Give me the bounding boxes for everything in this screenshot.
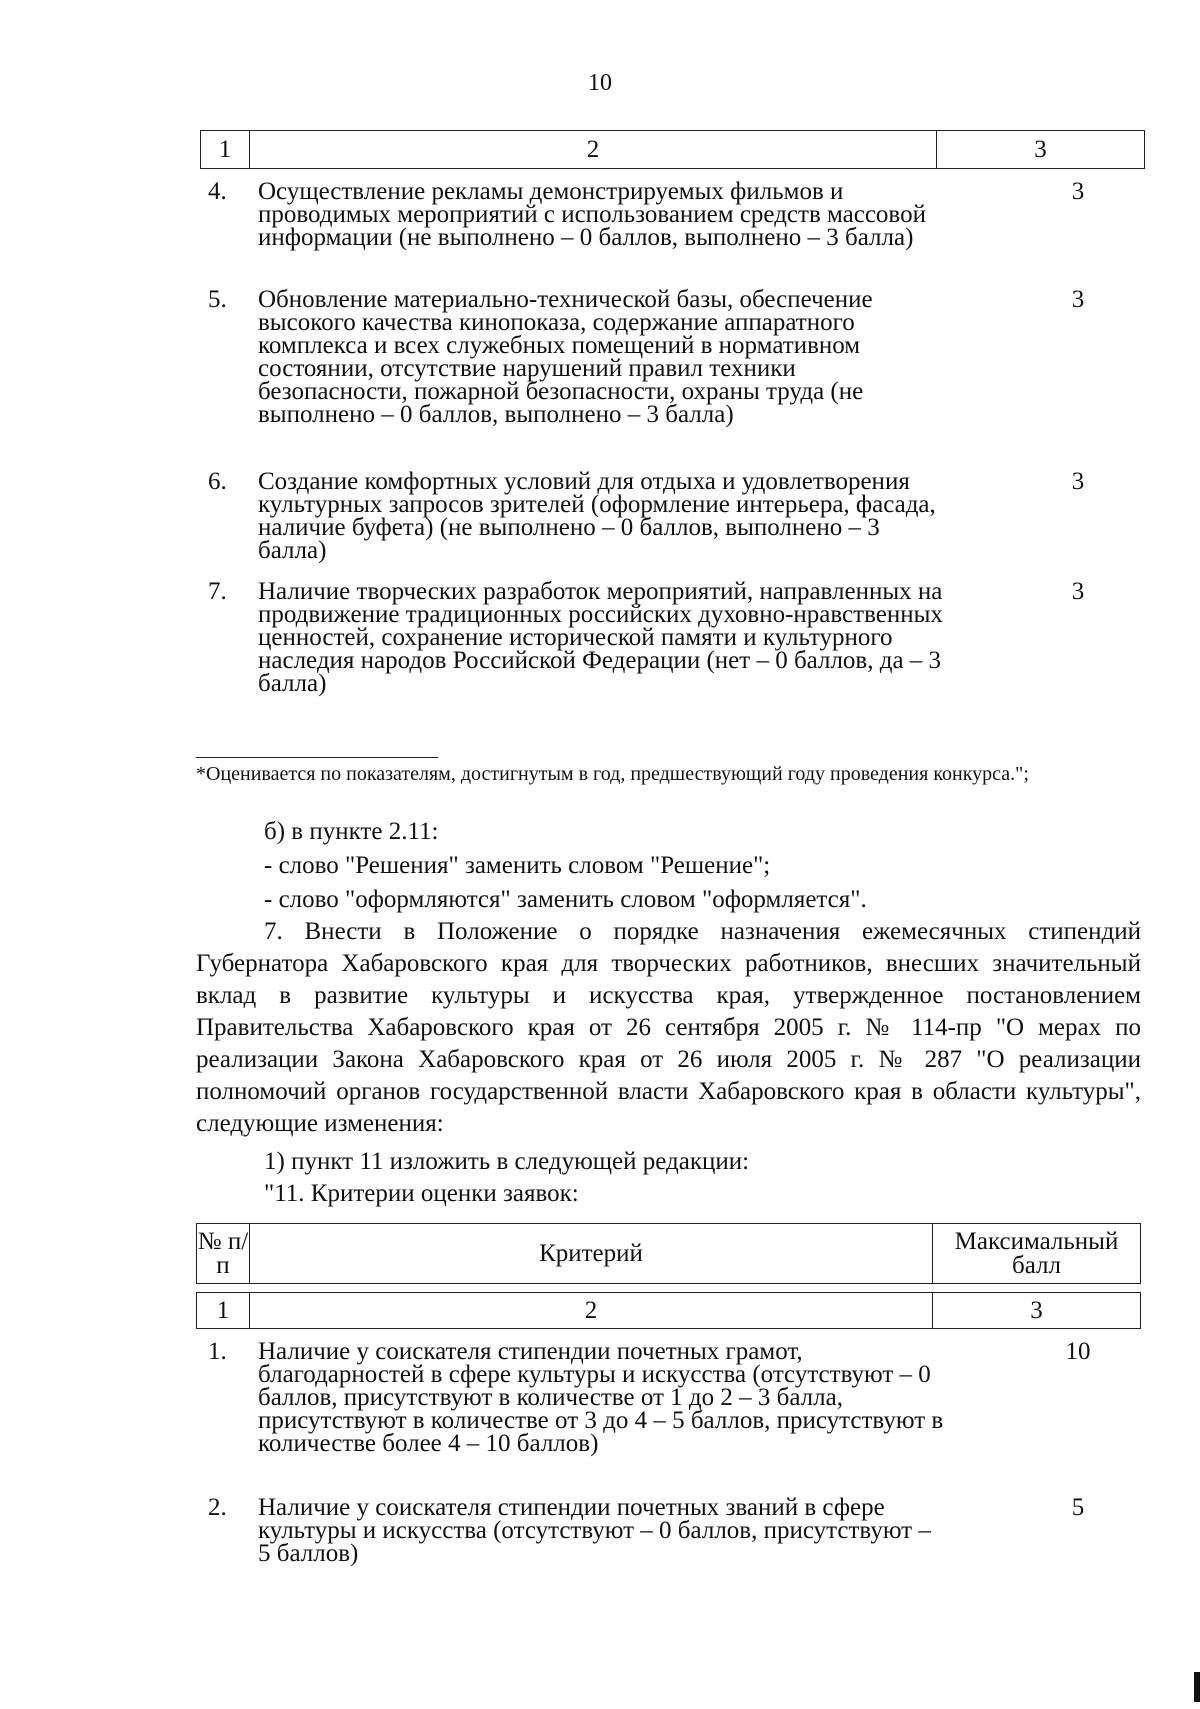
row-criterion-text: Осуществление рекламы демонстрируемых фильмов и проводимых мероприятий с использованием средств массовой информации (не выполнено – 0 баллов, выполнено – 3 балла) — [258, 178, 926, 251]
table2-row — [208, 1496, 1148, 1566]
table2-head-max: Максимальный балл — [933, 1224, 1141, 1284]
paragraph: - слово "оформляются" заменить словом "оформляется". — [264, 886, 867, 913]
table1-row — [208, 580, 1148, 720]
scan-edge-mark — [1194, 1672, 1200, 1702]
row-number: 6. — [208, 468, 227, 495]
row-score: 3 — [1071, 286, 1085, 313]
table2-head — [196, 1223, 1141, 1284]
table1-header-row — [200, 130, 1145, 169]
paragraph: 1) пункт 11 изложить в следующей редакции: — [264, 1148, 750, 1175]
table1-row — [208, 288, 1148, 448]
row-score: 3 — [1071, 578, 1085, 605]
paragraph: "11. Критерии оценки заявок: — [264, 1180, 579, 1207]
page-number: 10 — [588, 70, 612, 96]
row-criterion-text: Наличие творческих разработок мероприятий, направленных на продвижение традиционных российских духовно-нравственных ценностей, сохранение исторической памяти и культурного наследия народов Российской Федерации (нет – 0 баллов, да – 3 балла) — [258, 578, 943, 697]
paragraph-amendment: 7. Внести в Положение о порядке назначения ежемесячных стипендий Губернатора Хабаровского края для творческих работников, внесших значительный вклад в развитие культуры и искусства края, утвержденное постановлением Правительства Хабаровского края от 26 сентября 2005 г. № 114-пр "О мерах по реализации Закона Хабаровского края от 26 июля 2005 г. № 287 "О реализации полномочий органов государственной власти Хабаровского края в области культуры", следующие изменения: — [196, 918, 1141, 1137]
row-number: 7. — [208, 578, 227, 605]
table2-header-col1: 1 — [197, 1293, 250, 1329]
row-number: 1. — [208, 1338, 227, 1365]
table2-header-row — [196, 1292, 1141, 1329]
table1-header-col3: 3 — [937, 131, 1145, 169]
table1-header-col2: 2 — [250, 131, 937, 169]
row-criterion-text: Создание комфортных условий для отдыха и удовлетворения культурных запросов зрителей (оформление интерьера, фасада, наличие буфета) (не выполнено – 0 баллов, выполнено – 3 балла) — [258, 468, 936, 564]
footnote: *Оценивается по показателям, достигнутым в год, предшествующий году проведения конкурса."; — [196, 763, 1029, 785]
paragraph: б) в пункте 2.11: — [264, 818, 439, 845]
row-number: 4. — [208, 178, 227, 205]
row-criterion-text: Наличие у соискателя стипендии почетных званий в сфере культуры и искусства (отсутствуют – 0 баллов, присутствуют – 5 баллов) — [258, 1494, 931, 1567]
table2-head-criterion: Критерий — [250, 1224, 933, 1284]
row-score: 5 — [1071, 1494, 1085, 1521]
row-number: 5. — [208, 286, 227, 313]
table1-header-col1: 1 — [201, 131, 250, 169]
table2-head-num: № п/п — [197, 1224, 250, 1284]
table1-row — [208, 180, 1148, 272]
table2-header-col2: 2 — [250, 1293, 933, 1329]
row-score: 10 — [1065, 1338, 1091, 1365]
row-number: 2. — [208, 1494, 227, 1521]
footnote-separator — [196, 757, 438, 758]
row-criterion-text: Наличие у соискателя стипендии почетных грамот, благодарностей в сфере культуры и искусства (отсутствуют – 0 баллов, присутствуют в количестве от 1 до 2 – 3 балла, присутствуют в количестве от 3 до 4 – 5 баллов, присутствуют в количестве более 4 – 10 баллов) — [258, 1338, 944, 1457]
row-score: 3 — [1071, 468, 1085, 495]
row-score: 3 — [1071, 178, 1085, 205]
table2-header-col3: 3 — [933, 1293, 1141, 1329]
paragraph: - слово "Решения" заменить словом "Решение"; — [264, 852, 771, 879]
table2-row — [208, 1340, 1148, 1480]
row-criterion-text: Обновление материально-технической базы, обеспечение высокого качества кинопоказа, содержание аппаратного комплекса и всех служебных помещений в нормативном состоянии, отсутствие нарушений правил техники безопасности, пожарной безопасности, охраны труда (не выполнено – 0 баллов, выполнено – 3 балла) — [258, 286, 873, 428]
table1-row — [208, 470, 1148, 562]
